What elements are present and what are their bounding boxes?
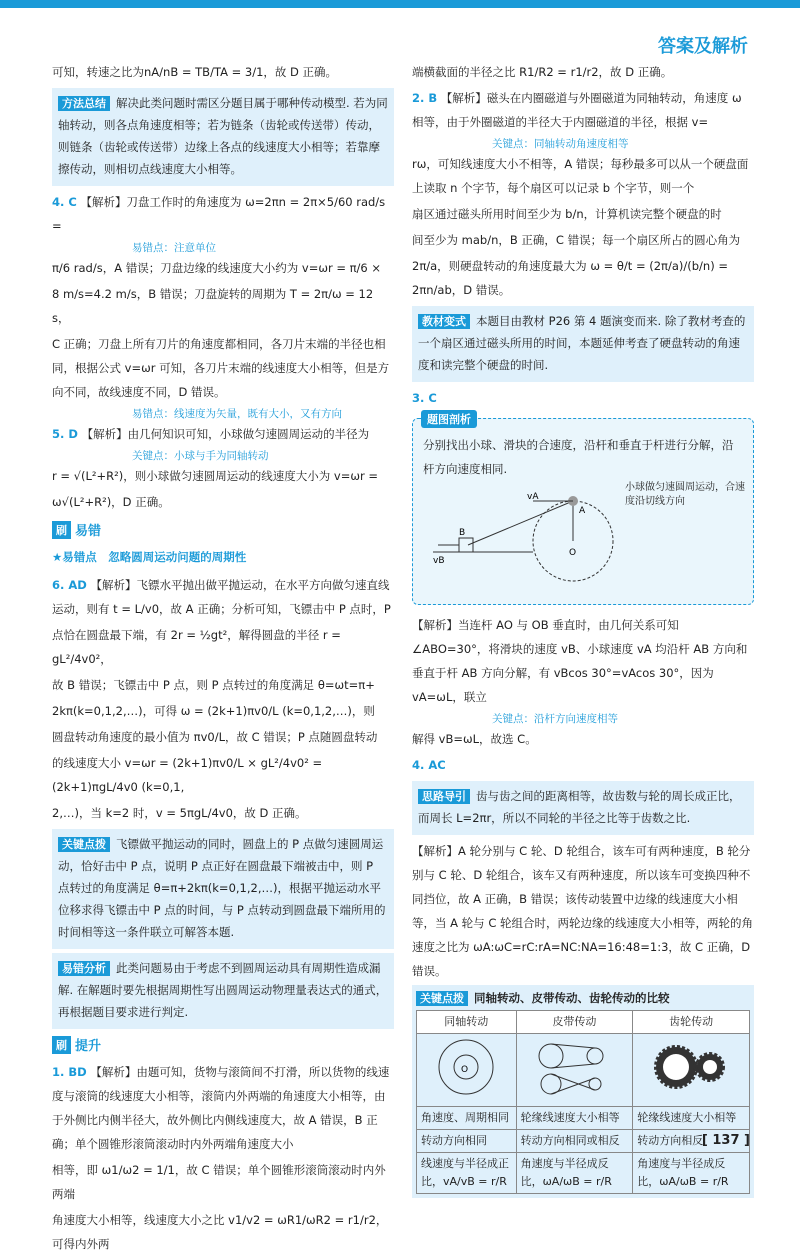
section-badge: 刷 bbox=[52, 521, 71, 539]
table-cell: 转动方向相反 bbox=[633, 1130, 750, 1153]
idea-guide-box bbox=[412, 781, 754, 835]
key-comparison-title: 同轴转动、皮带传动、齿轮传动的比较 bbox=[474, 991, 670, 1005]
key-comparison-tag: 关键点拨 bbox=[416, 991, 468, 1006]
gear-figure bbox=[646, 1036, 736, 1098]
idea-guide-tag: 思路导引 bbox=[418, 789, 470, 804]
key-tips-text: 飞镖做平抛运动的同时，圆盘上的 P 点做匀速圆周运动，恰好击中 P 点，说明 P 点正好在圆盘最下端被击中，则 P 点转过的角度满足 θ=π+2kπ(k=0,1,2,…)，根据平抛运动水平位移求得飞镖击中 P 点的时间，与 P 点转动到圆盘最下端所用的时间相等这一条件联立可解答本题. bbox=[58, 837, 386, 939]
q4-note-1: 易错点：注意单位 bbox=[132, 242, 216, 254]
q5-note: 关键点：小球与手为同轴转动 bbox=[132, 450, 269, 462]
left-column bbox=[52, 60, 394, 1258]
error-analysis-box bbox=[52, 953, 394, 1029]
transmission-table bbox=[416, 1010, 750, 1194]
q6-text-b: 点恰在圆盘最下端，有 2r = ½gt²，解得圆盘的半径 r = gL²/4v0²， bbox=[52, 628, 341, 666]
page-number: [ 137 ] bbox=[701, 1133, 750, 1148]
q2-text-d: 间至少为 mab/n，B 正确，C 错误；每一个扇区所占的圆心角为 bbox=[412, 233, 741, 247]
table-cell: 线速度与半径成正比，vA/vB = r/R bbox=[417, 1153, 517, 1194]
q4r-text: 【解析】A 轮分别与 C 轮、D 轮组合，该车可有两种速度，B 轮分别与 C 轮、D 轮组合，该车又有两种速度，所以该车可变换四种不同挡位，故 A 正确，B 错误；该传动装置中边缘的线速度大小相等，当 A 轮与 C 轮组合时，两轮边缘的线速度大小相等，两轮的角速度之比为 ωA:ωC=rC:rA=NC:NA=16:48=1:3，故 C 正确，D 错误。 bbox=[412, 844, 754, 978]
label-o: O bbox=[569, 548, 577, 558]
b1-text-a: 【解析】由题可知，货物与滚筒间不打滑，所以货物的线速度与滚筒的线速度大小相等，滚筒内外两端的角速度大小相等，由于外侧比内侧半径大，故外侧比内侧线速度大，故 A 错误，B 正确；单个圆锥形滚筒滚动时内外两端角速度大小 bbox=[52, 1065, 390, 1151]
q6-text-f: 的线速度大小 v=ωr = (2k+1)πv0/L × gL²/4v0² = (2k+1)πgL/4v0 (k=0,1, bbox=[52, 756, 323, 794]
q3-note: 关键点：沿杆方向速度相等 bbox=[492, 713, 618, 725]
table-header: 齿轮传动 bbox=[633, 1011, 750, 1034]
section-title: 易错 bbox=[75, 524, 102, 539]
q5-number: 5. D bbox=[52, 427, 78, 441]
table-cell: 角速度、周期相同 bbox=[417, 1107, 517, 1130]
q2-text-c: 扇区通过磁头所用时间至少为 b/n，计算机读完整个硬盘的时 bbox=[412, 207, 722, 221]
q2-note: 关键点：同轴转动角速度相等 bbox=[492, 138, 629, 150]
q6-text-g: 2,…)，当 k=2 时，v = 5πgL/4v0，故 D 正确。 bbox=[52, 806, 307, 820]
table-header: 同轴转动 bbox=[417, 1011, 517, 1034]
q2-number: 2. B bbox=[412, 91, 438, 105]
table-header: 皮带传动 bbox=[516, 1011, 633, 1034]
error-analysis-text: 此类问题易由于考虑不到圆周运动具有周期性造成漏解. 在解题时要先根据周期性写出圆周运动物理量表达式的通式，再根据题目要求进行判定. bbox=[58, 961, 388, 1019]
section-improve bbox=[52, 1035, 394, 1054]
error-analysis-tag: 易错分析 bbox=[58, 961, 110, 976]
textbook-variant-tag: 教材变式 bbox=[418, 314, 470, 329]
slider-block bbox=[459, 538, 473, 552]
table-cell: 轮缘线速度大小相等 bbox=[516, 1107, 633, 1130]
method-summary-tag: 方法总结 bbox=[58, 96, 110, 111]
q4-text-d: C 正确；刀盘上所有刀片的角速度都相同，各刀片末端的半径也相同，根据公式 v=ωr 可知，各刀片末端的线速度大小相等，但是方向不同，故线速度不同，D 错误。 bbox=[52, 337, 390, 399]
q5-text-a: 【解析】由几何知识可知，小球做匀速圆周运动的半径为 bbox=[81, 427, 370, 441]
gear-figure-cell bbox=[633, 1034, 750, 1107]
b1-number: 1. BD bbox=[52, 1065, 87, 1079]
figure-analysis-box bbox=[412, 413, 754, 605]
key-comparison-box bbox=[412, 985, 754, 1198]
textbook-variant-box bbox=[412, 306, 754, 382]
method-summary-text: 解决此类问题时需区分题目属于哪种传动模型. 若为同轴转动，则各点角速度相等；若为链条（齿轮或传送带）传动，则链条（齿轮或传送带）边缘上各点的线速度大小相等；若靠摩擦传动，则相切点线速度大小相等。 bbox=[58, 96, 388, 176]
section-badge: 刷 bbox=[52, 1036, 71, 1054]
b1-text-c: 角速度大小相等，线速度大小之比 v1/v2 = ωR1/ωR2 = r1/r2，可得内外两 bbox=[52, 1213, 388, 1251]
coaxial-figure bbox=[431, 1036, 501, 1098]
belt-figure bbox=[529, 1036, 619, 1098]
idea-guide-text: 齿与齿之间的距离相等，故齿数与轮的周长成正比，而周长 L=2πr，所以不同轮的半径之比等于齿数之比. bbox=[418, 789, 741, 825]
coaxial-figure-cell bbox=[417, 1034, 517, 1107]
top-band-graphic bbox=[0, 0, 800, 22]
q6-number: 6. AD bbox=[52, 578, 87, 592]
q4-text-b: π/6 rad/s，A 错误；刀盘边缘的线速度大小约为 v=ωr = π/6 × bbox=[52, 261, 382, 275]
q6-text-e: 圆盘转动角速度的最小值为 πv0/L，故 C 错误；P 点随圆盘转动 bbox=[52, 730, 378, 744]
b1-text-b: 相等，即 ω1/ω2 = 1/1，故 C 错误；单个圆锥形滚筒滚动时内外两端 bbox=[52, 1163, 386, 1201]
q4-note-2: 易错点：线速度为矢量，既有大小，又有方向 bbox=[132, 408, 342, 420]
q4r-number: 4. AC bbox=[412, 758, 446, 772]
left-line-1: 可知，转速之比为nA/nB = TB/TA = 3/1，故 D 正确。 bbox=[52, 65, 338, 79]
label-vb: vB bbox=[433, 556, 445, 566]
section-error-prone bbox=[52, 520, 394, 539]
q3-text-a: 【解析】当连杆 AO 与 OB 垂直时，由几何关系可知∠ABO=30°，将滑块的速度 vB、小球速度 vA 均沿杆 AB 方向和垂直于杆 AB 方向分解，有 vBcos 30°=vAcos 30°，因为 vA=ωL，联立 bbox=[412, 618, 748, 704]
table-cell: 转动方向相同或相反 bbox=[516, 1130, 633, 1153]
right-column bbox=[412, 60, 754, 1198]
table-cell: 角速度与半径成反比，ωA/ωB = r/R bbox=[516, 1153, 633, 1194]
textbook-variant-text: 本题目由教材 P26 第 4 题演变而来. 除了教材考查的一个扇区通过磁头所用的时间，本题延伸考查了硬盘转动的角速度和读完整个硬盘的时间. bbox=[418, 314, 746, 372]
belt-figure-cell bbox=[516, 1034, 633, 1107]
page-header: 答案及解析 bbox=[658, 36, 748, 57]
q5-text-b: r = √(L²+R²)，则小球做匀速圆周运动的线速度大小为 v=ωr = bbox=[52, 469, 378, 483]
top-bar bbox=[0, 0, 800, 22]
q3-number: 3. C bbox=[412, 391, 437, 405]
key-tips-box bbox=[52, 829, 394, 949]
table-cell: 轮缘线速度大小相等 bbox=[633, 1107, 750, 1130]
label-b: B bbox=[459, 528, 466, 538]
key-tips-tag: 关键点拨 bbox=[58, 837, 110, 852]
q4-text-c: 8 m/s=4.2 m/s，B 错误；刀盘旋转的周期为 T = 2π/ω = 12 s， bbox=[52, 287, 374, 325]
table-cell: 角速度与半径成反比，ωA/ωB = r/R bbox=[633, 1153, 750, 1194]
q3-text-b: 解得 vB=ωL，故选 C。 bbox=[412, 732, 537, 746]
q2-text-a: 【解析】磁头在内圈磁道与外圈磁道为同轴转动，角速度 ω 相等，由于外圈磁道的半径大于内圈磁道的半径，根据 v= bbox=[412, 91, 742, 129]
right-line-1: 端横截面的半径之比 R1/R2 = r1/r2，故 D 正确。 bbox=[412, 65, 673, 79]
figure-callout: 小球做匀速圆周运动，合速度沿切线方向 bbox=[625, 482, 745, 507]
q6-text-a: 【解析】飞镖水平抛出做平抛运动，在水平方向做匀速直线运动，则有 t = L/v0，故 A 正确；分析可知，飞镖击中 P 点时，P bbox=[52, 578, 391, 616]
q4-text-a: 【解析】刀盘工作时的角速度为 ω=2πn = 2π×5/60 rad/s = bbox=[52, 195, 386, 233]
q6-text-d: 2kπ(k=0,1,2,…)，可得 ω = (2k+1)πv0/L (k=0,1,2,…)，则 bbox=[52, 704, 375, 718]
method-summary-box bbox=[52, 88, 394, 186]
q2-text-b: rω，可知线速度大小不相等，A 错误；每秒最多可以从一个硬盘面上读取 n 个字节，每个扇区可以记录 b 个字节，则一个 bbox=[412, 157, 749, 195]
rod-ab bbox=[468, 501, 573, 545]
q4-number: 4. C bbox=[52, 195, 77, 209]
label-va: vA bbox=[527, 492, 539, 502]
q6-text-c: 故 B 错误；飞镖击中 P 点，则 P 点转过的角度满足 θ=ωt=π+ bbox=[52, 678, 375, 692]
q2-text-e: 2π/a，则硬盘转动的角速度最大为 ω = θ/t = (2π/a)/(b/n) = 2πn/ab，D 错误。 bbox=[412, 259, 728, 297]
svg-text:O: O bbox=[461, 1065, 469, 1075]
label-a: A bbox=[579, 506, 586, 516]
error-point-title: ★易错点 忽略圆周运动问题的周期性 bbox=[52, 550, 247, 564]
q5-text-c: ω√(L²+R²)，D 正确。 bbox=[52, 495, 170, 509]
figure-analysis-text: 分别找出小球、滑块的合速度，沿杆和垂直于杆进行分解，沿杆方向速度相同. bbox=[423, 438, 734, 476]
figure-analysis-tag: 题图剖析 bbox=[421, 410, 477, 428]
section-title: 提升 bbox=[75, 1039, 102, 1054]
table-cell: 转动方向相同 bbox=[417, 1130, 517, 1153]
